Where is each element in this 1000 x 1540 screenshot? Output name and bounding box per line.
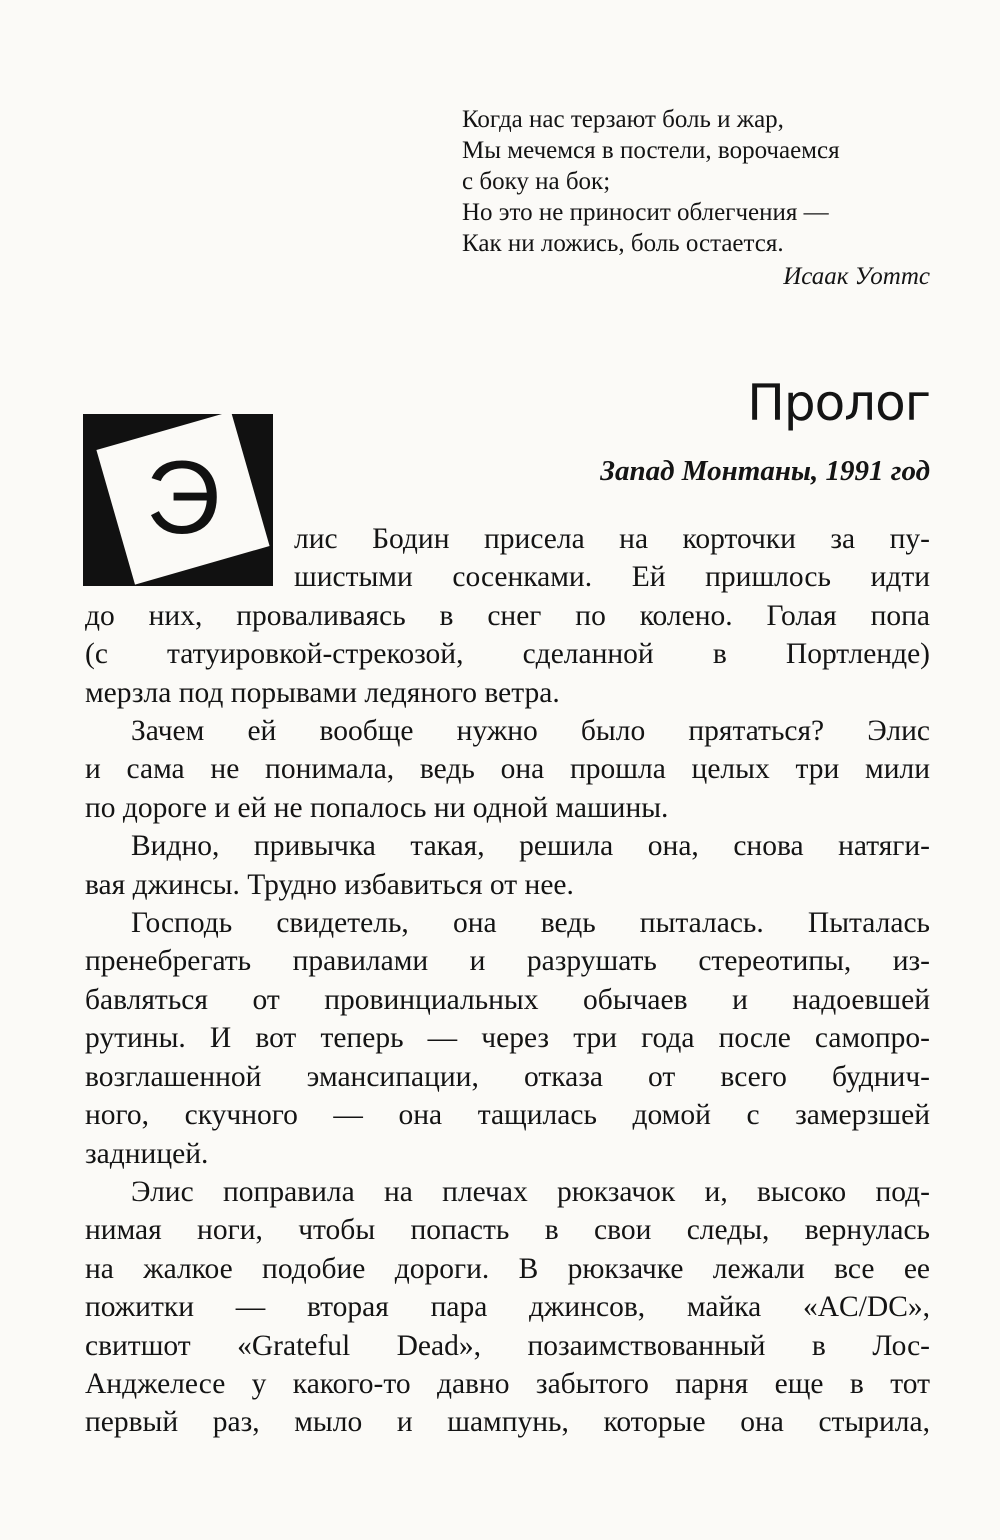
- chapter-title: Пролог: [747, 374, 930, 432]
- text-line: Видно, привычка такая, решила она, снова натяги-: [131, 830, 930, 863]
- text-line: свитшот «Grateful Dead», позаимствованный в Лос-: [85, 1329, 930, 1362]
- epigraph-line: Как ни ложись, боль остается.: [462, 230, 784, 257]
- paragraph-2: [85, 712, 930, 827]
- text-line: шистыми сосенками. Ей пришлось идти: [294, 561, 930, 594]
- text-line: пожитки — вторая пара джинсов, майка «AC/DC»,: [85, 1291, 930, 1324]
- text-line: и сама не понимала, ведь она прошла целых три мили: [85, 753, 930, 786]
- chapter-subtitle: Запад Монтаны, 1991 год: [600, 455, 930, 487]
- epigraph-line: Мы мечемся в постели, ворочаемся: [462, 137, 840, 164]
- text-line: Анджелесе у какого-то давно забытого парня еще в тот: [85, 1367, 930, 1400]
- drop-cap-letter: Э: [145, 440, 221, 556]
- paragraph-5: [85, 1173, 930, 1442]
- text-line: (с татуировкой-стрекозой, сделанной в Портленде): [85, 638, 930, 671]
- text-line: бавляться от провинциальных обычаев и надоевшей: [85, 983, 930, 1016]
- epigraph-line: с боку на бок;: [462, 168, 611, 195]
- paragraph-3: [85, 827, 930, 904]
- text-line: Зачем ей вообще нужно было прятаться? Элис: [131, 715, 930, 748]
- body-text: [85, 520, 930, 1442]
- epigraph-line: Когда нас терзают боль и жар,: [462, 106, 784, 133]
- text-line: задницей.: [85, 1137, 209, 1170]
- text-line: первый раз, мыло и шампунь, которые она стырила,: [85, 1406, 930, 1439]
- text-line: до них, проваливаясь в снег по колено. Голая попа: [85, 599, 930, 632]
- epigraph-author: Исаак Уоттс: [783, 263, 930, 290]
- text-line: мерзла под порывами ледяного ветра.: [85, 676, 560, 709]
- text-line: Господь свидетель, она ведь пыталась. Пыталась: [131, 907, 930, 940]
- epigraph: [462, 104, 932, 292]
- paragraph-1: [85, 520, 930, 712]
- text-line: возглашенной эмансипации, отказа от всего буднич-: [85, 1060, 930, 1093]
- text-line: Элис поправила на плечах рюкзачок и, высоко под-: [131, 1175, 930, 1208]
- paragraph-4: [85, 904, 930, 1173]
- text-line: на жалкое подобие дороги. В рюкзачке лежали все ее: [85, 1252, 930, 1285]
- text-line: вая джинсы. Трудно избавиться от нее.: [85, 868, 574, 901]
- epigraph-line: Но это не приносит облегчения —: [462, 199, 829, 226]
- text-line: нимая ноги, чтобы попасть в свои следы, вернулась: [85, 1214, 930, 1247]
- text-line: пренебрегать правилами и разрушать стереотипы, из-: [85, 945, 930, 978]
- text-line: ного, скучного — она тащилась домой с замерзшей: [85, 1099, 930, 1132]
- text-line: по дороге и ей не попалось ни одной машины.: [85, 791, 669, 824]
- text-line: лис Бодин присела на корточки за пу-: [294, 523, 930, 555]
- text-line: рутины. И вот теперь — через три года после самопро-: [85, 1022, 930, 1055]
